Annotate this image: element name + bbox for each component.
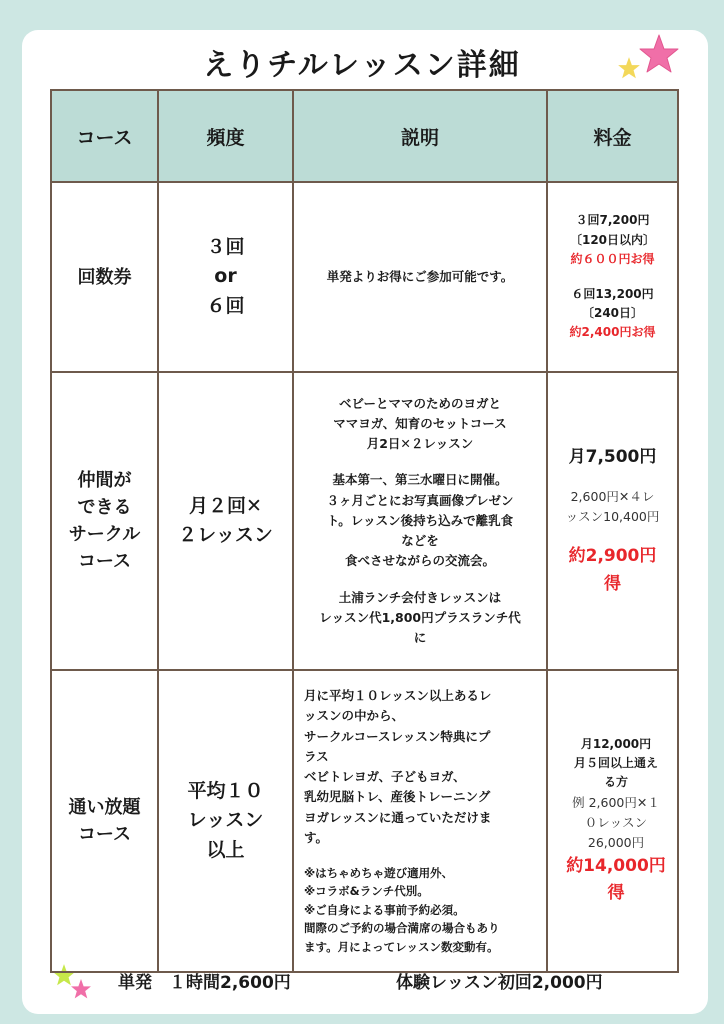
description-line: ラス xyxy=(304,748,329,764)
price-detail: 2,600円✕４レ xyxy=(570,489,655,505)
course-name-line: 通い放題 xyxy=(68,797,141,818)
note-line: ※コラボ&ランチ代別。 xyxy=(304,884,429,899)
page-title: えりチルレッスン詳細 xyxy=(203,48,521,83)
spacer xyxy=(299,454,541,470)
description-line: 月に平均１０レッスン以上あるレ xyxy=(304,688,492,704)
price-line: 〔120日以内〕 xyxy=(569,232,656,247)
course-name-line: サークル xyxy=(68,524,141,545)
discount-text: 約６００円お得 xyxy=(570,251,655,266)
course-name-line: コース xyxy=(77,824,132,845)
price-cell xyxy=(547,372,678,670)
description-cell xyxy=(293,182,547,372)
header-course: コース xyxy=(51,90,158,182)
price-detail: ッスン10,400円 xyxy=(565,509,660,525)
course-cell xyxy=(51,670,158,972)
description-line: 土浦ランチ会付きレッスンは xyxy=(338,589,502,605)
frequency-cell xyxy=(158,182,293,372)
note-line: ます。月によってレッスン数変動有。 xyxy=(304,939,499,954)
spacer xyxy=(553,527,672,543)
frequency-line: ６回 xyxy=(206,294,245,317)
course-name-line: 仲間が xyxy=(77,470,132,491)
table-header-row xyxy=(51,90,678,182)
course-name: 回数券 xyxy=(77,266,132,288)
spacer xyxy=(304,848,541,864)
price-line: ６回13,200円 xyxy=(571,287,654,301)
description-line: 月2日✕２レッスン xyxy=(366,436,474,452)
table-row xyxy=(51,670,678,972)
frequency-line: ２レッスン xyxy=(178,524,273,546)
header-description: 説明 xyxy=(293,90,547,182)
description-line: 基本第一、第三水曜日に開催。 xyxy=(332,472,508,488)
footer-single-price: 単発 １時間2,600円 xyxy=(118,973,291,993)
description-line: ト。レッスン後持ち込みで離乳食 xyxy=(326,512,514,528)
price-cell xyxy=(547,670,678,972)
price-detail: 26,000円 xyxy=(587,834,645,850)
price-detail: ０レッスン xyxy=(584,814,648,830)
description-line: サークルコースレッスン特典にプ xyxy=(304,728,491,744)
course-name-line: コース xyxy=(77,551,132,572)
spacer xyxy=(553,269,672,285)
description-cell xyxy=(293,372,547,670)
price-detail: 例 2,600円✕１ xyxy=(572,794,660,810)
table-row xyxy=(51,372,678,670)
discount-text: 約2,400円お得 xyxy=(569,325,656,340)
discount-text: 約2,900円 xyxy=(568,546,657,567)
price-main: 月7,500円 xyxy=(568,447,657,468)
description-line: に xyxy=(413,630,427,646)
note-line: ※ご自身による事前予約必須。 xyxy=(304,902,465,917)
description-line: などを xyxy=(401,533,439,549)
description-line: ３ヶ月ごとにお写真画像プレゼン xyxy=(326,492,514,508)
description-line: ッスンの中から、 xyxy=(304,708,405,724)
header-price: 料金 xyxy=(547,90,678,182)
table-row xyxy=(51,182,678,372)
footer-trial-price: 体験レッスン初回2,000円 xyxy=(396,973,603,993)
price-cell xyxy=(547,182,678,372)
note-line: ※はちゃめちゃ遊び適用外、 xyxy=(304,866,454,881)
course-cell xyxy=(51,182,158,372)
frequency-line: 平均１０ xyxy=(187,779,264,802)
frequency-line: or xyxy=(214,265,237,288)
frequency-cell xyxy=(158,372,293,670)
discount-text: 約14,000円 xyxy=(566,855,666,876)
pink-star-small-icon xyxy=(70,978,92,1000)
discount-text: 得 xyxy=(604,573,621,594)
description-line: 食べさせながらの交流会。 xyxy=(344,553,495,569)
price-line: 月５回以上通え xyxy=(573,756,658,771)
frequency-line: ３回 xyxy=(206,235,245,258)
price-line: 〔240日〕 xyxy=(581,306,644,321)
frequency-cell xyxy=(158,670,293,972)
description-line: 単発よりお得にご参加可能です。 xyxy=(326,268,514,284)
price-line: る方 xyxy=(603,775,628,790)
description-line: す。 xyxy=(304,829,329,845)
pink-star-icon xyxy=(638,33,680,75)
course-name-line: できる xyxy=(77,497,132,518)
header-frequency: 頻度 xyxy=(158,90,293,182)
note-line: 間際のご予約の場合満席の場合もあり xyxy=(304,921,500,936)
price-line: 月12,000円 xyxy=(580,737,652,752)
description-cell xyxy=(293,670,547,972)
lesson-table xyxy=(50,89,679,973)
description-line: ベビーとママのためのヨガと xyxy=(338,395,501,411)
frequency-line: レッスン xyxy=(187,809,264,832)
course-cell xyxy=(51,372,158,670)
yellow-star-icon xyxy=(617,56,641,80)
description-line: ママヨガ、知育のセットコース xyxy=(333,415,507,431)
frequency-line: 月２回✕ xyxy=(189,494,262,517)
discount-text: 得 xyxy=(607,882,625,903)
price-line: ３回7,200円 xyxy=(575,213,650,228)
description-line: レッスン代1,800円プラスランチ代 xyxy=(319,609,521,625)
frequency-line: 以上 xyxy=(206,838,245,861)
spacer xyxy=(299,572,541,588)
description-line: ヨガレッスンに通っていただけま xyxy=(304,809,492,825)
description-line: ベビトレヨガ、子どもヨガ、 xyxy=(304,769,466,785)
description-line: 乳幼児脳トレ、産後トレーニング xyxy=(304,789,491,805)
spacer xyxy=(553,471,672,487)
